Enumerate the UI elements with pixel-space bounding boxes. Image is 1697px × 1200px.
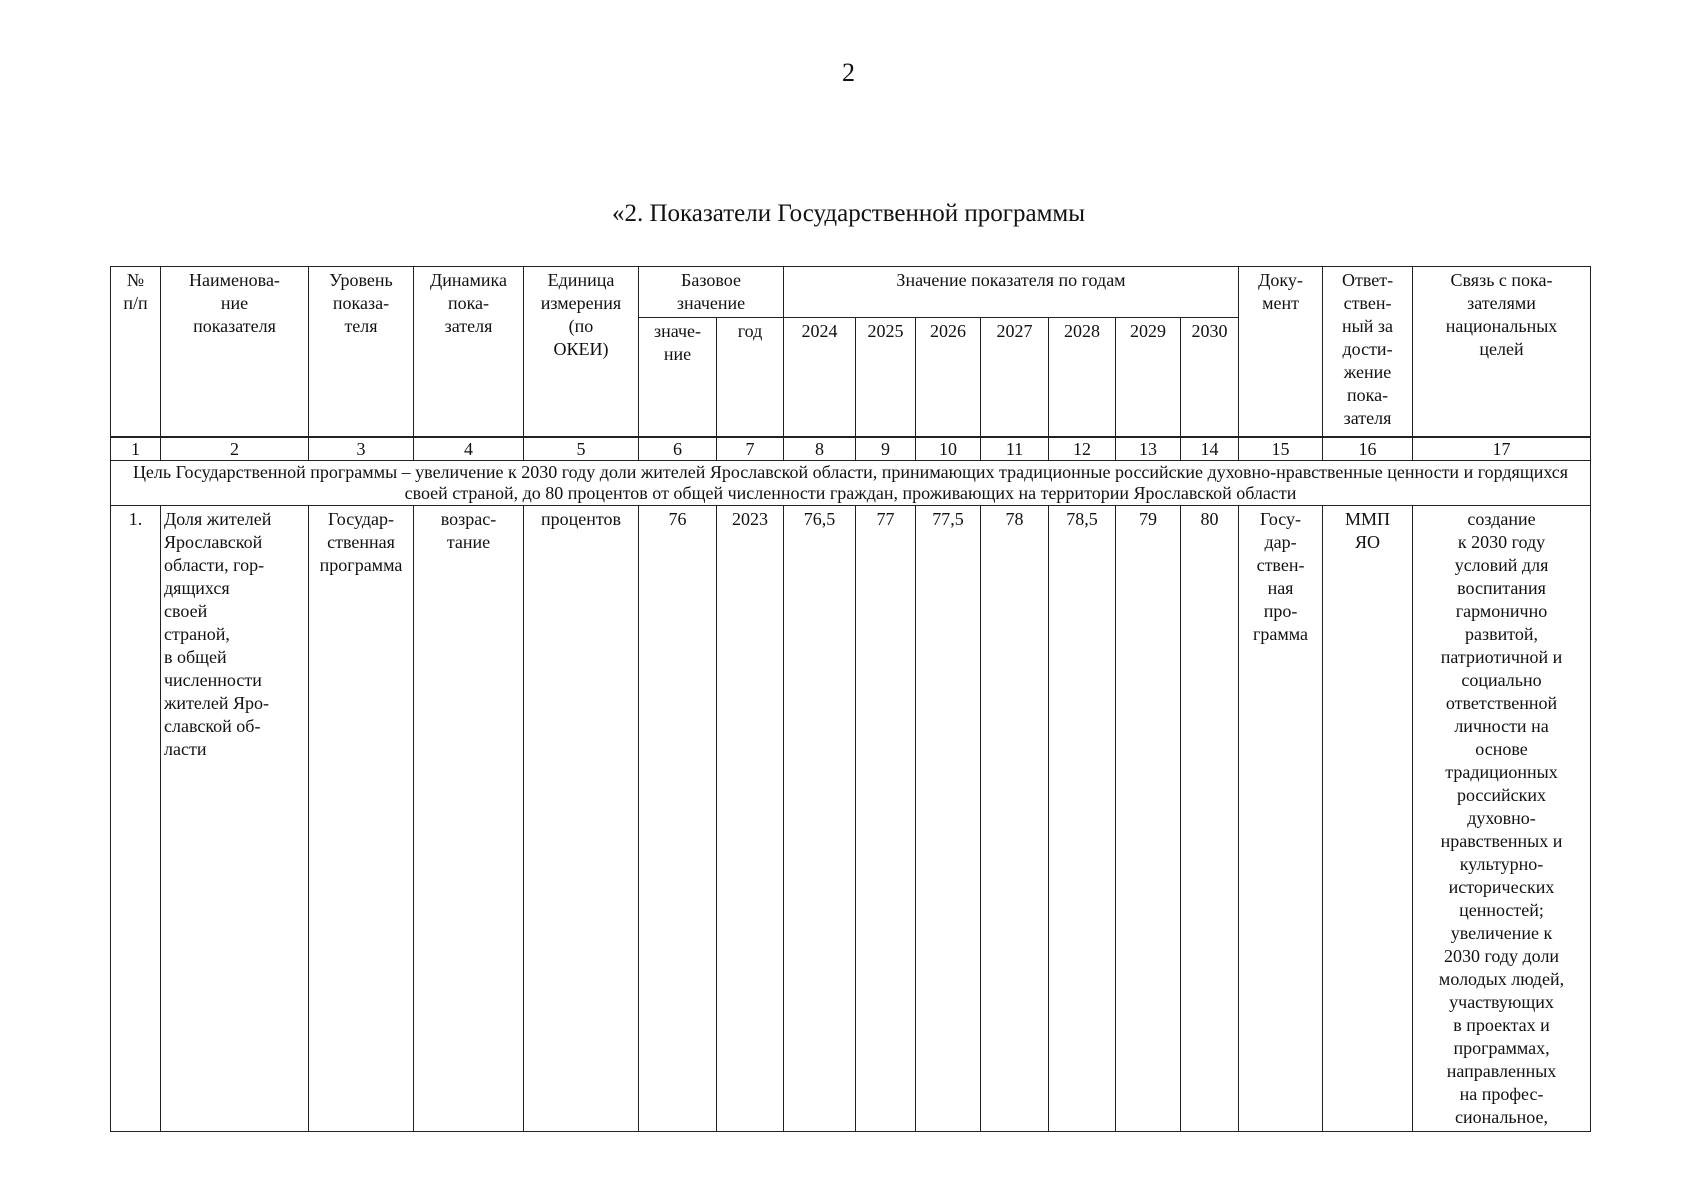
column-number: 14 [1181,437,1239,461]
column-number: 17 [1413,437,1591,461]
column-number: 4 [414,437,524,461]
column-number: 5 [524,437,639,461]
column-number: 8 [784,437,856,461]
header-by-years: Значение показателя по годам [784,267,1239,318]
indicator-document: Госу- дар- ствен- ная про- грамма [1239,506,1323,1132]
header-year-2030: 2030 [1181,318,1239,438]
goal-row [111,461,1591,506]
value-2024: 76,5 [784,506,856,1132]
indicator-name: Доля жителей Ярославской области, гор- дящихся своей страной, в общей численности жителей Яро- славской об- ласти [161,506,309,1132]
value-2029: 79 [1116,506,1181,1132]
header-unit: Единица измерения (по ОКЕИ) [524,267,639,438]
column-number: 9 [856,437,916,461]
column-number: 6 [639,437,717,461]
value-2028: 78,5 [1049,506,1116,1132]
header-year-2026: 2026 [916,318,981,438]
indicators-table [110,266,1591,1132]
indicator-level: Государ- ственная программа [309,506,414,1132]
column-number: 15 [1239,437,1323,461]
header-link: Связь с пока- зателями национальных целей [1413,267,1591,438]
header-year-2029: 2029 [1116,318,1181,438]
column-number: 13 [1116,437,1181,461]
program-goal: Цель Государственной программы – увеличение к 2030 году доли жителей Ярославской области, принимающих традиционные российские духовно-нравственные ценности и гордящихся своей страной, до 80 процентов от общей численности граждан, проживающих на территории Ярославской области [111,461,1591,506]
header-year-2025: 2025 [856,318,916,438]
header-year-2024: 2024 [784,318,856,438]
column-number: 12 [1049,437,1116,461]
indicator-responsible: ММП ЯО [1323,506,1413,1132]
document-title: «2. Показатели Государственной программы [611,200,1086,227]
value-2026: 77,5 [916,506,981,1132]
column-number: 2 [161,437,309,461]
national-goals-link: создание к 2030 году условий для воспитания гармонично развитой, патриотичной и социально ответственной личности на основе традиционных российских духовно- нравственных и культурно- исторических ценностей; увеличение к 2030 году доли молодых людей, участвующих в проектах и программах, направленных на профес- сиональное, [1413,506,1591,1132]
column-number: 3 [309,437,414,461]
column-number: 11 [981,437,1049,461]
header-base: Базовое значение [639,267,784,318]
indicator-dynamics: возрас- тание [414,506,524,1132]
value-2030: 80 [1181,506,1239,1132]
header-name: Наименова- ние показателя [161,267,309,438]
header-base-year: год [717,318,784,438]
table-row [111,506,1591,1132]
header-level: Уровень показа- теля [309,267,414,438]
header-year-2027: 2027 [981,318,1049,438]
base-year: 2023 [717,506,784,1132]
header-responsible: Ответ- ствен- ный за дости- жение пока- зателя [1323,267,1413,438]
header-base-value: значе- ние [639,318,717,438]
header-year-2028: 2028 [1049,318,1116,438]
column-numbers-row [111,437,1591,461]
column-number: 1 [111,437,161,461]
header-document: Доку- мент [1239,267,1323,438]
base-value: 76 [639,506,717,1132]
column-number: 16 [1323,437,1413,461]
indicator-unit: процентов [524,506,639,1132]
value-2025: 77 [856,506,916,1132]
column-number: 7 [717,437,784,461]
header-dynamics: Динамика пока- зателя [414,267,524,438]
column-number: 10 [916,437,981,461]
value-2027: 78 [981,506,1049,1132]
page-number: 2 [842,58,855,87]
header-row-1 [111,267,1591,318]
header-no: № п/п [111,267,161,438]
row-no: 1. [111,506,161,1132]
